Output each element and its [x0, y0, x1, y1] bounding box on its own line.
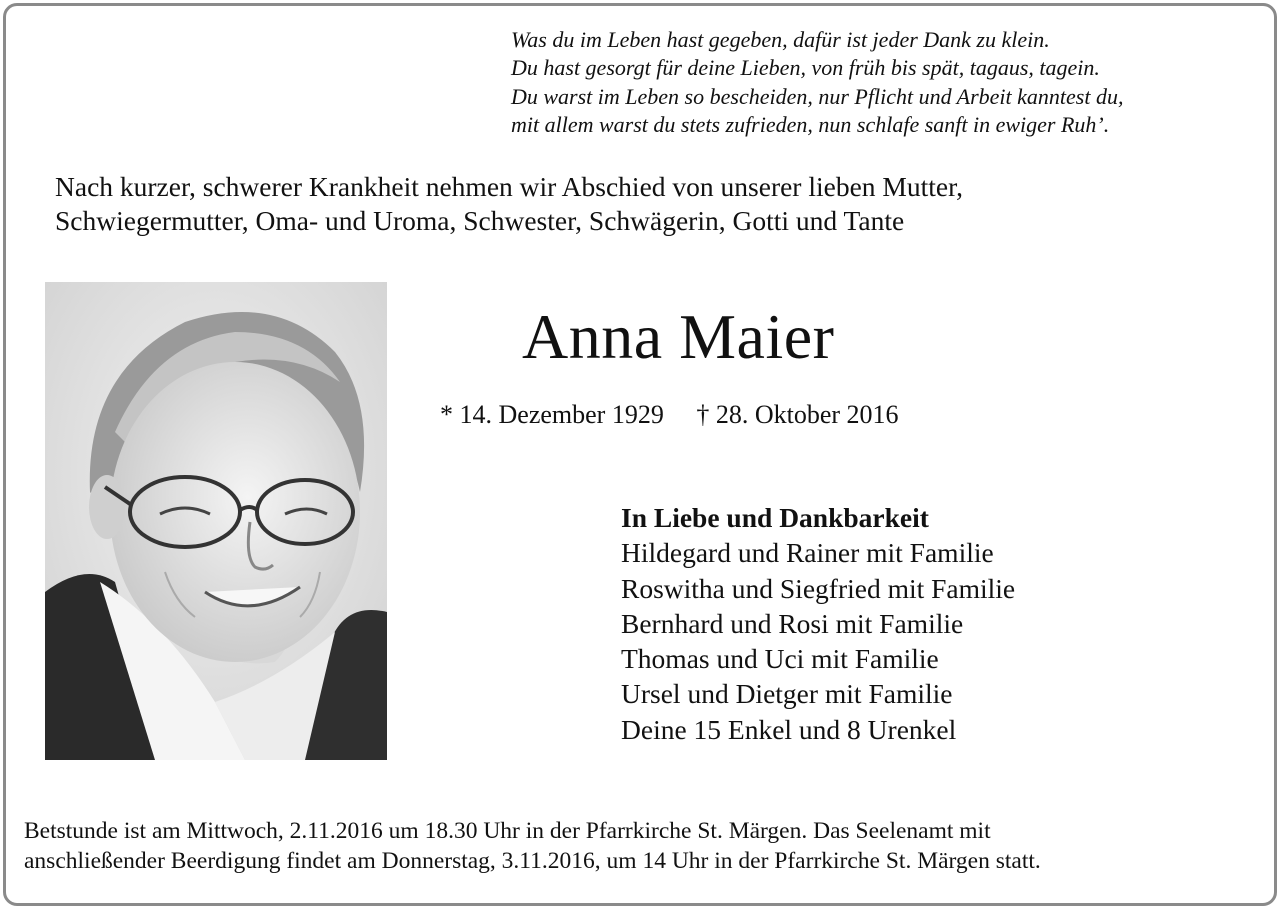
birth-date: * 14. Dezember 1929 — [440, 400, 664, 429]
portrait-photo — [45, 282, 387, 760]
poem-line: Du hast gesorgt für deine Lieben, von früh bis spät, tagaus, tagein. — [511, 55, 1100, 81]
family-member: Ursel und Dietger mit Familie — [621, 678, 953, 710]
family-list — [621, 500, 1015, 747]
service-info-line: Betstunde ist am Mittwoch, 2.11.2016 um 18.30 Uhr in der Pfarrkirche St. Märgen. Das Seelenamt mit — [24, 818, 991, 844]
intro-text — [55, 170, 1235, 238]
family-member: Deine 15 Enkel und 8 Urenkel — [621, 713, 957, 745]
family-member: Hildegard und Rainer mit Familie — [621, 537, 994, 569]
intro-line: Schwiegermutter, Oma- und Uroma, Schwester, Schwägerin, Gotti und Tante — [55, 205, 905, 236]
poem — [511, 26, 1251, 139]
poem-line: mit allem warst du stets zufrieden, nun schlafe sanft in ewiger Ruh’. — [511, 111, 1110, 137]
family-member: Roswitha und Siegfried mit Familie — [621, 572, 1016, 604]
service-info — [24, 816, 1041, 876]
family-heading: In Liebe und Dankbarkeit — [621, 502, 929, 533]
life-dates — [440, 397, 899, 433]
family-member: Thomas und Uci mit Familie — [621, 643, 939, 675]
deceased-name: Anna Maier — [522, 301, 835, 372]
family-member: Bernhard und Rosi mit Familie — [621, 607, 964, 639]
service-info-line: anschließender Beerdigung findet am Donnerstag, 3.11.2016, um 14 Uhr in der Pfarrkirche St. Märgen statt. — [24, 848, 1041, 874]
intro-line: Nach kurzer, schwerer Krankheit nehmen wir Abschied von unserer lieben Mutter, — [55, 171, 964, 202]
poem-line: Du warst im Leben so bescheiden, nur Pflicht und Arbeit kanntest du, — [511, 83, 1124, 109]
poem-line: Was du im Leben hast gegeben, dafür ist jeder Dank zu klein. — [511, 27, 1050, 52]
death-date: † 28. Oktober 2016 — [696, 400, 899, 429]
